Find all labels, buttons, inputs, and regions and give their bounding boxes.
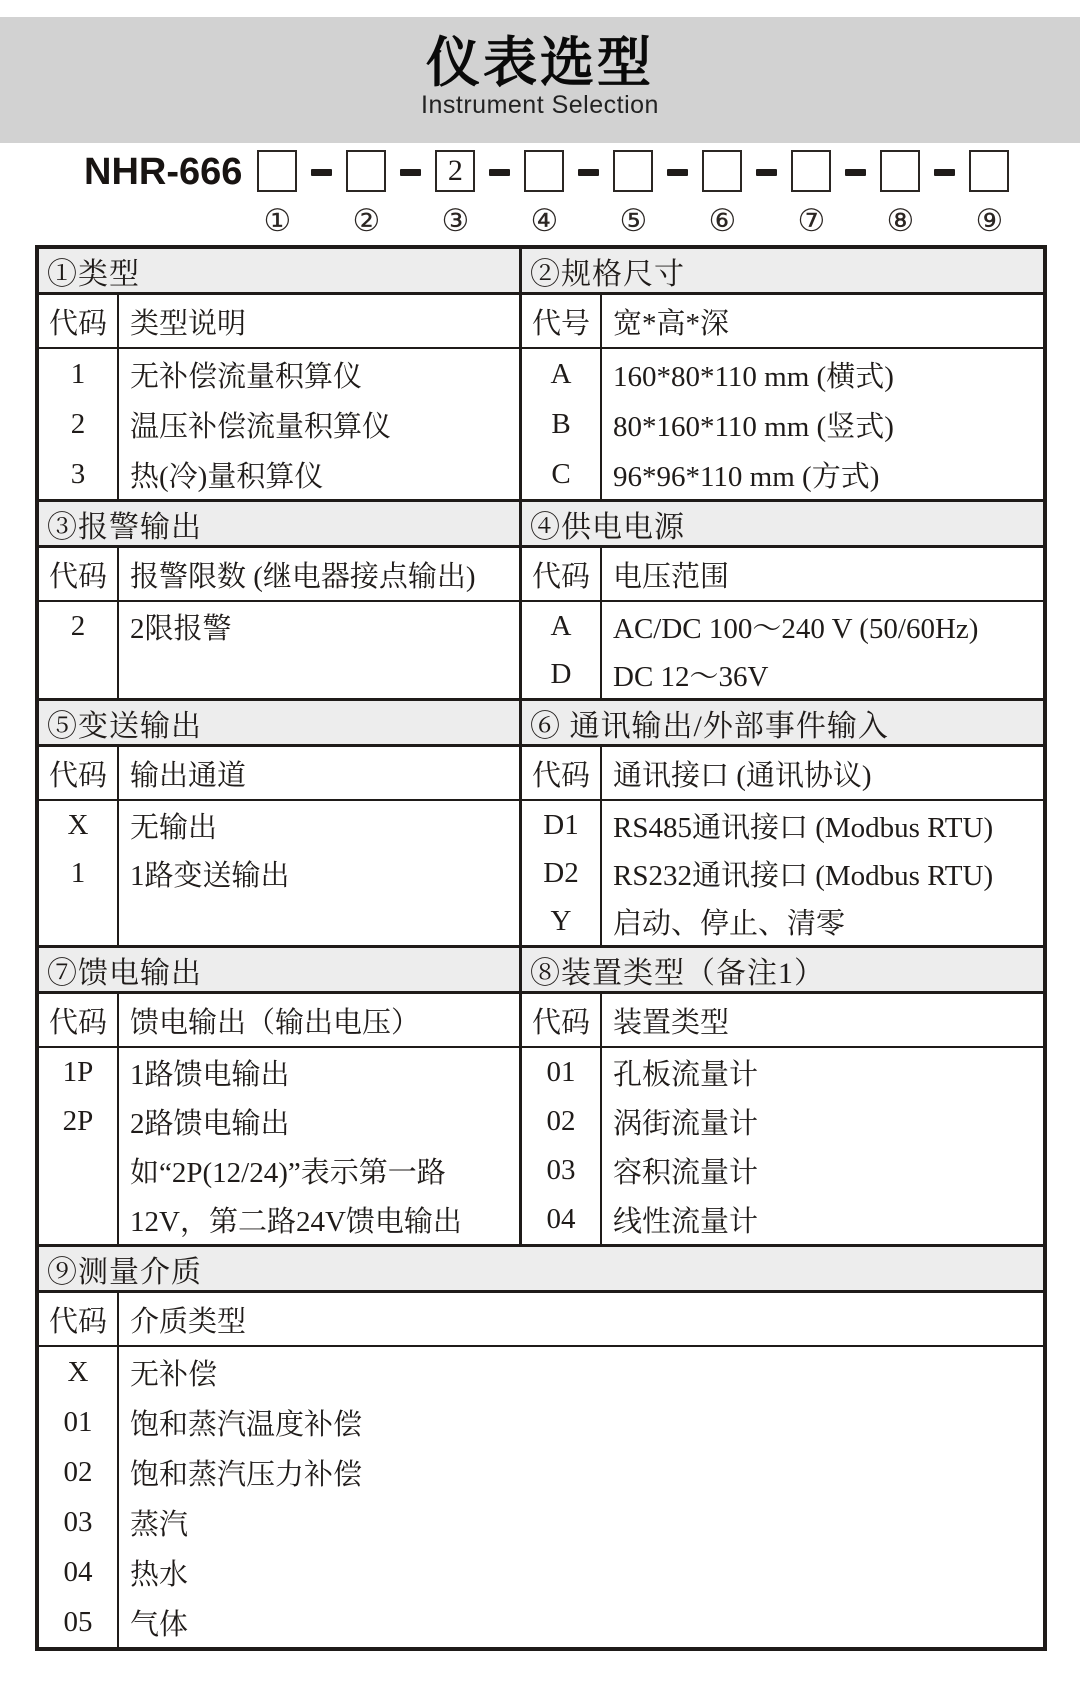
desc-column-header: 输出通道 — [130, 759, 247, 792]
desc-value: 热(冷)量积算仪 — [130, 460, 324, 493]
section-dimensions — [522, 249, 1043, 499]
model-position-label-5: ⑤ — [619, 203, 648, 238]
code-value: D — [550, 657, 572, 690]
model-digit-box-5 — [613, 150, 653, 192]
code-column-header: 代码 — [39, 1293, 119, 1345]
code-column — [522, 1048, 602, 1244]
code-value: Y — [550, 904, 572, 937]
desc-value: 2路馈电输出 — [130, 1108, 290, 1140]
code-value: 1 — [70, 856, 86, 889]
model-slot-1 — [256, 150, 298, 237]
dash-separator — [400, 169, 421, 176]
section-title: ④供电电源 — [522, 502, 1043, 548]
code-column-header: 代码 — [522, 747, 602, 799]
desc-column-header: 电压范围 — [613, 560, 730, 593]
desc-column-header: 介质类型 — [130, 1305, 247, 1338]
section-body — [522, 1048, 1043, 1244]
code-value: 02 — [546, 1105, 576, 1137]
code-value: 05 — [63, 1605, 93, 1638]
section-alarm-output — [39, 502, 522, 698]
model-digit-box-1 — [257, 150, 297, 192]
model-position-label-9: ⑨ — [975, 203, 1004, 238]
page-title: 仪表选型 — [426, 33, 654, 93]
code-value: A — [550, 609, 572, 642]
desc-column — [119, 602, 519, 698]
code-value: 1 — [70, 357, 86, 390]
model-digit-box-2 — [346, 150, 386, 192]
section-title: ②规格尺寸 — [522, 249, 1043, 295]
selection-table — [35, 245, 1047, 1651]
column-header-row — [39, 994, 519, 1048]
desc-column — [602, 349, 1043, 499]
desc-value: 蒸汽 — [130, 1508, 189, 1541]
desc-column — [119, 801, 519, 945]
code-column-header: 代码 — [39, 548, 119, 600]
code-column — [39, 1048, 119, 1244]
model-slot-5 — [612, 150, 654, 237]
model-slot-8 — [879, 150, 921, 237]
desc-value: RS232通讯接口 (Modbus RTU) — [613, 859, 994, 892]
code-value: 2P — [62, 1105, 94, 1137]
dash-separator — [311, 169, 332, 176]
desc-value: 无补偿 — [130, 1358, 218, 1391]
model-prefix: NHR-666 — [84, 151, 243, 193]
section-device-type — [522, 948, 1043, 1244]
desc-value: 96*96*110 mm (方式) — [613, 460, 880, 493]
model-position-label-7: ⑦ — [797, 203, 826, 238]
column-header-row — [522, 548, 1043, 602]
desc-value: 饱和蒸汽温度补偿 — [130, 1408, 363, 1441]
code-column-header: 代码 — [522, 548, 602, 600]
desc-value: 160*80*110 mm (横式) — [613, 360, 894, 393]
desc-column-header: 类型说明 — [130, 307, 247, 340]
code-value: D2 — [543, 856, 579, 889]
code-value: C — [551, 457, 571, 490]
section-title: ⑧装置类型（备注1） — [522, 948, 1043, 994]
section-title: ①类型 — [39, 249, 519, 295]
section-body — [39, 1347, 1043, 1647]
section-body — [39, 1048, 519, 1244]
code-column — [522, 801, 602, 945]
dash-separator — [756, 169, 777, 176]
model-slot-3 — [434, 150, 476, 237]
model-position-label-4: ④ — [530, 203, 559, 238]
model-slot-2 — [345, 150, 387, 237]
desc-value: 孔板流量计 — [613, 1059, 759, 1091]
page-subtitle: Instrument Selection — [421, 91, 659, 119]
section-body — [522, 349, 1043, 499]
code-value: 03 — [63, 1505, 93, 1538]
section-type — [39, 249, 522, 499]
section-feed-output — [39, 948, 522, 1244]
desc-value: 80*160*110 mm (竖式) — [613, 410, 894, 443]
model-digit-box-4 — [524, 150, 564, 192]
desc-value: 饱和蒸汽压力补偿 — [130, 1458, 363, 1491]
section-transmitting-output — [39, 701, 522, 945]
code-value: X — [67, 808, 89, 841]
desc-value: 温压补偿流量积算仪 — [130, 410, 392, 443]
code-value: D1 — [543, 808, 579, 841]
dash-separator — [934, 169, 955, 176]
code-column — [39, 801, 119, 945]
desc-column — [119, 1048, 519, 1244]
desc-value: DC 12～36V — [613, 660, 769, 693]
desc-value: 容积流量计 — [613, 1157, 759, 1189]
desc-value: 气体 — [130, 1608, 189, 1641]
desc-column — [602, 1048, 1043, 1244]
desc-column — [119, 349, 519, 499]
section-pair-1 — [39, 249, 1043, 499]
code-column-header: 代码 — [522, 994, 602, 1046]
code-value: 04 — [63, 1555, 93, 1588]
code-column — [522, 349, 602, 499]
desc-column — [602, 602, 1043, 698]
model-digit-box-9 — [969, 150, 1009, 192]
desc-column — [119, 1347, 1043, 1647]
section-title: ③报警输出 — [39, 502, 519, 548]
column-header-row — [39, 295, 519, 349]
section-pair-3 — [39, 698, 1043, 945]
column-header-row — [39, 747, 519, 801]
dash-separator — [578, 169, 599, 176]
desc-value: 1路馈电输出 — [130, 1059, 290, 1091]
desc-column-header: 报警限数 (继电器接点输出) — [130, 560, 476, 593]
model-digit-box-3: 2 — [435, 150, 475, 192]
model-position-label-3: ③ — [441, 203, 470, 238]
code-column — [39, 602, 119, 698]
desc-column-header: 宽*高*深 — [613, 307, 730, 340]
code-column-header: 代码 — [39, 295, 119, 347]
code-value: 01 — [63, 1405, 93, 1438]
code-value: A — [550, 357, 572, 390]
code-value — [39, 1195, 117, 1244]
model-digit-box-6 — [702, 150, 742, 192]
code-value: 2 — [70, 609, 86, 642]
section-title: ⑤变送输出 — [39, 701, 519, 747]
dash-separator — [845, 169, 866, 176]
desc-value: 线性流量计 — [613, 1206, 759, 1238]
desc-value: 涡街流量计 — [613, 1108, 759, 1140]
code-column — [39, 1347, 119, 1647]
code-value: 3 — [70, 457, 86, 490]
section-body — [522, 602, 1043, 698]
section-title: ⑥ 通讯输出/外部事件输入 — [522, 701, 1043, 747]
desc-value: 如“2P(12/24)”表示第一路 — [130, 1157, 446, 1189]
code-value: 2 — [70, 407, 86, 440]
section-power-supply — [522, 502, 1043, 698]
code-column-header: 代码 — [39, 994, 119, 1046]
model-position-label-1: ① — [263, 203, 292, 238]
code-column-header: 代号 — [522, 295, 602, 347]
desc-column-header: 装置类型 — [613, 1006, 730, 1039]
section-communication — [522, 701, 1043, 945]
dash-separator — [667, 169, 688, 176]
code-value: B — [551, 407, 571, 440]
code-value: 1P — [62, 1056, 94, 1088]
section-body — [522, 801, 1043, 945]
code-value: 04 — [546, 1203, 576, 1235]
section-row-5 — [39, 1244, 1043, 1647]
desc-value: RS485通讯接口 (Modbus RTU) — [613, 811, 994, 844]
desc-value: 热水 — [130, 1558, 189, 1591]
model-slot-4 — [523, 150, 565, 237]
column-header-row — [39, 1293, 1043, 1347]
desc-value: 启动、停止、清零 — [613, 907, 846, 940]
code-value: X — [67, 1355, 89, 1388]
desc-column — [602, 801, 1043, 945]
desc-column-header: 馈电输出（输出电压） — [130, 1006, 421, 1039]
section-body — [39, 801, 519, 945]
desc-column-header: 通讯接口 (通讯协议) — [613, 759, 872, 792]
section-title: ⑦馈电输出 — [39, 948, 519, 994]
section-pair-2 — [39, 499, 1043, 698]
code-value — [39, 1146, 117, 1195]
model-slot-7 — [790, 150, 832, 237]
column-header-row — [522, 295, 1043, 349]
code-value: 01 — [546, 1056, 576, 1088]
model-position-label-6: ⑥ — [708, 203, 737, 238]
desc-value: 无输出 — [130, 811, 218, 844]
column-header-row — [522, 747, 1043, 801]
desc-value: 无补偿流量积算仪 — [130, 360, 363, 393]
code-column — [522, 602, 602, 698]
section-body — [39, 349, 519, 499]
section-title: ⑨测量介质 — [39, 1247, 1043, 1293]
model-slot-9 — [968, 150, 1010, 237]
desc-value: 12V，第二路24V馈电输出 — [130, 1206, 462, 1238]
code-column — [39, 349, 119, 499]
section-body — [39, 602, 519, 698]
page-banner — [0, 17, 1080, 143]
model-digit-box-8 — [880, 150, 920, 192]
model-slot-6 — [701, 150, 743, 237]
dash-separator — [489, 169, 510, 176]
code-value: 03 — [546, 1154, 576, 1186]
section-measuring-medium — [39, 1247, 1043, 1647]
column-header-row — [39, 548, 519, 602]
section-pair-4 — [39, 945, 1043, 1244]
code-column-header: 代码 — [39, 747, 119, 799]
model-position-label-2: ② — [352, 203, 381, 238]
desc-value: 1路变送输出 — [130, 859, 290, 892]
model-position-label-8: ⑧ — [886, 203, 915, 238]
model-digit-box-7 — [791, 150, 831, 192]
desc-value: 2限报警 — [130, 612, 232, 645]
model-code-row — [84, 150, 1010, 237]
column-header-row — [522, 994, 1043, 1048]
code-value: 02 — [63, 1455, 93, 1488]
desc-value: AC/DC 100～240 V (50/60Hz) — [613, 612, 979, 645]
